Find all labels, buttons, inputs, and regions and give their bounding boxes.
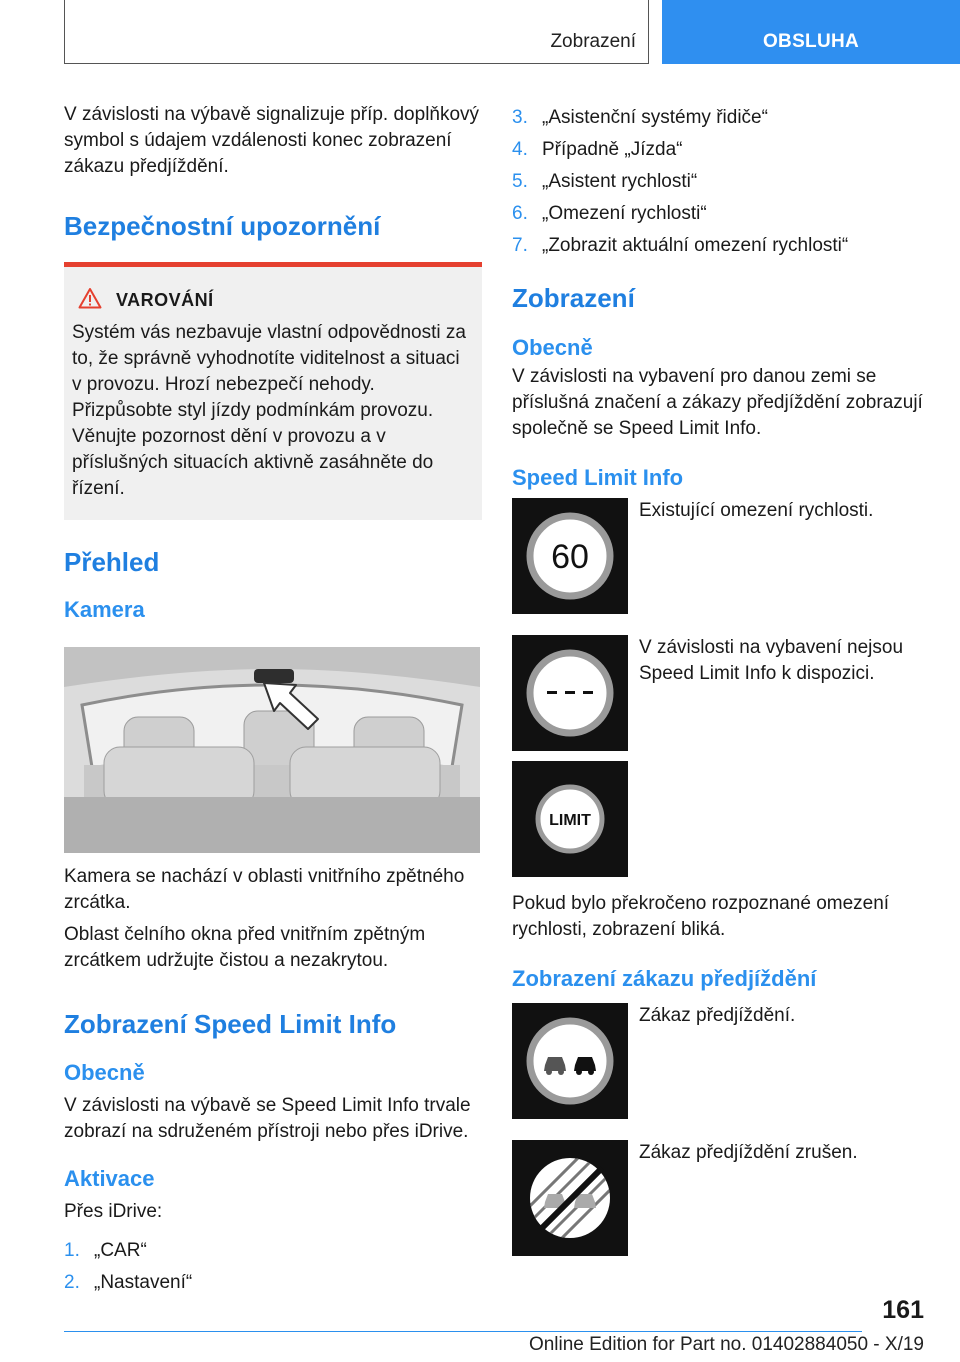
step-number: 2.	[64, 1272, 80, 1293]
sign-row-no-overtake-end	[512, 1140, 926, 1256]
step-number: 1.	[64, 1240, 80, 1261]
step-text: „Asistent rychlosti“	[542, 171, 698, 192]
list-item	[64, 1267, 482, 1299]
header-frame	[64, 0, 649, 64]
footer-divider	[64, 1331, 862, 1332]
general-text: V závislosti na výbavě se Speed Limit Info trvale zobrazí na sdruženém přístroji nebo přes iDrive.	[64, 1095, 471, 1142]
sign-row-limit	[512, 761, 926, 877]
no-speed-info-sign	[512, 635, 628, 751]
step-number: 3.	[512, 107, 528, 128]
camera-location-image	[64, 647, 480, 853]
list-item	[512, 134, 926, 166]
warning-text: Systém vás nezbavuje vlastní odpovědnosti za to, že správně vyhodnotíte viditelnost a situaci v provozu. Hrozí nebezpečí nehody. Přizpůsobte styl jízdy podmínkám provozu. Věnujte pozornost dění v provozu a v příslušných situacích aktivně zasáhněte do řízení.	[72, 322, 466, 499]
end-no-overtaking-sign	[512, 1140, 628, 1256]
camera-heading: Kamera	[64, 597, 145, 622]
sign-dash-description: V závislosti na vybavení nejsou Speed Limit Info k dispozici.	[639, 637, 904, 684]
camera-text-location: Kamera se nachází v oblasti vnitřního zpětného zrcátka.	[64, 866, 465, 913]
display-general-heading: Obecně	[512, 335, 593, 360]
section-title: Zobrazení	[550, 31, 636, 52]
chapter-tab-label: OBSLUHA	[762, 31, 860, 52]
activation-heading: Aktivace	[64, 1166, 155, 1191]
list-item	[512, 198, 926, 230]
list-item	[512, 230, 926, 262]
overview-heading: Přehled	[64, 547, 160, 577]
steps-list-right	[512, 102, 926, 262]
list-item	[512, 102, 926, 134]
general-heading: Obecně	[64, 1060, 145, 1085]
limit-sign	[512, 761, 628, 877]
display-general-text: V závislosti na vybavení pro danou zemi se příslušná značení a zákazy předjíždění zobrazují společně se Speed Limit Info.	[512, 366, 923, 439]
step-text: „Zobrazit aktuální omezení rychlosti“	[542, 235, 849, 256]
limit-text: LIMIT	[549, 812, 591, 829]
display-heading: Zobrazení	[512, 283, 635, 313]
speed-limit-60-sign	[512, 498, 628, 614]
list-item	[64, 1235, 482, 1267]
sli-heading: Zobrazení Speed Limit Info	[64, 1009, 397, 1039]
sign-row-dash	[512, 635, 926, 751]
no-overtake-end-description: Zákaz předjíždění zrušen.	[639, 1142, 858, 1163]
sign-row-60	[512, 498, 926, 614]
speed-limit-info-heading: Speed Limit Info	[512, 465, 684, 490]
step-number: 6.	[512, 203, 528, 224]
left-column	[64, 102, 482, 1299]
step-number: 7.	[512, 235, 528, 256]
sign-row-no-overtake	[512, 1003, 926, 1119]
sign-60-description: Existující omezení rychlosti.	[639, 500, 874, 521]
list-item	[512, 166, 926, 198]
right-column	[512, 102, 926, 1256]
step-text: „Nastavení“	[94, 1272, 193, 1293]
activation-text: Přes iDrive:	[64, 1201, 163, 1222]
step-text: „CAR“	[94, 1240, 147, 1261]
safety-heading: Bezpečnostní upozornění	[64, 211, 381, 241]
step-number: 4.	[512, 139, 528, 160]
step-text: „Omezení rychlosti“	[542, 203, 707, 224]
no-overtake-description: Zákaz předjíždění.	[639, 1005, 796, 1026]
page-number: 161	[882, 1296, 924, 1324]
step-number: 5.	[512, 171, 528, 192]
exceeded-text: Pokud bylo překročeno rozpoznané omezení rychlosti, zobrazení bliká.	[512, 893, 890, 940]
speed-limit-value: 60	[551, 538, 589, 576]
chapter-tab[interactable]	[662, 0, 960, 64]
step-text: „Asistenční systémy řidiče“	[542, 107, 768, 128]
edition-text: Online Edition for Part no. 01402884050 - X/19	[528, 1334, 924, 1355]
step-text: Případně „Jízda“	[542, 139, 683, 160]
no-overtake-heading: Zobrazení zákazu předjíždění	[512, 966, 817, 991]
warning-triangle-icon	[78, 287, 102, 314]
warning-box	[64, 262, 482, 520]
steps-list-left	[64, 1235, 482, 1299]
no-overtaking-sign	[512, 1003, 628, 1119]
warning-title: VAROVÁNÍ	[116, 290, 214, 310]
intro-paragraph: V závislosti na výbavě signalizuje příp. doplňkový symbol s údajem vzdálenosti konec zobrazení zákazu předjíždění.	[64, 104, 480, 177]
camera-text-clean: Oblast čelního okna před vnitřním zpětným zrcátkem udržujte čistou a nezakrytou.	[64, 924, 426, 971]
